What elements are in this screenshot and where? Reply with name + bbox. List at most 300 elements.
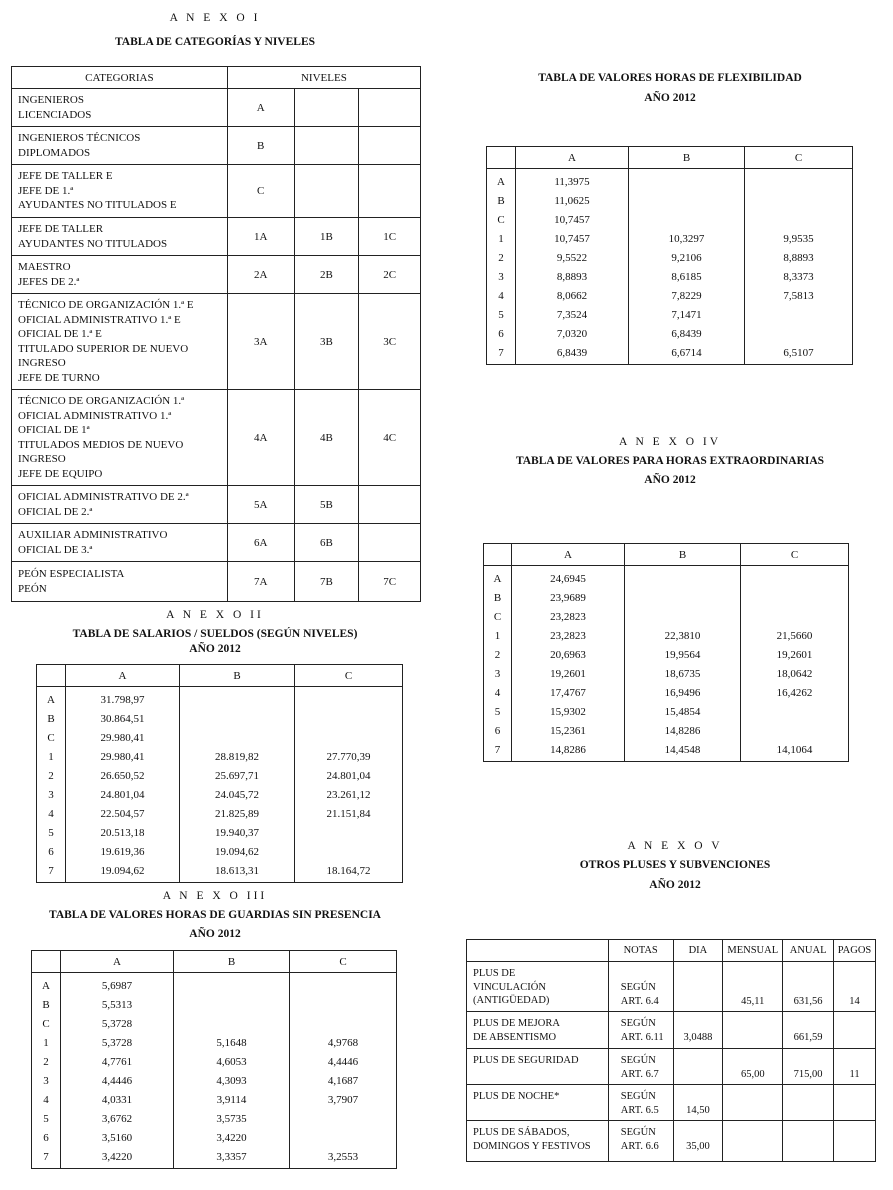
value-cell: 9,9535 <box>783 233 814 245</box>
value-cell <box>295 691 402 710</box>
bonus-row <box>467 1012 876 1049</box>
row-label: A <box>47 694 55 706</box>
category-row <box>12 89 421 127</box>
value-cell: 4,9768 <box>327 1037 359 1049</box>
value-cell: 10,7457 <box>554 214 590 226</box>
row-label: B <box>497 195 505 207</box>
value-cell <box>745 211 852 230</box>
bonus-notes <box>608 962 673 1012</box>
column-header: A <box>516 147 629 169</box>
value-cell: 10,3297 <box>668 233 705 245</box>
value-column-b <box>174 973 290 1169</box>
category-name-line: PEÓN ESPECIALISTA <box>18 568 125 580</box>
bonus-name-line: PLUS DE <box>473 968 516 979</box>
value-cell <box>625 608 740 627</box>
value-column-c <box>745 169 853 365</box>
level-cell: A <box>227 89 294 127</box>
value-cell: 5,3728 <box>101 1037 133 1049</box>
bonus-notes-line: ART. 6.6 <box>620 1140 659 1152</box>
bonus-row <box>467 1049 876 1085</box>
value-cell: 9,5522 <box>556 252 588 264</box>
bonus-name-line: DE ABSENTISMO <box>473 1031 557 1043</box>
value-cell <box>745 325 852 344</box>
value-cell: 10,7457 <box>554 233 590 245</box>
value-cell: 19.940,37 <box>215 827 259 839</box>
level-cell: 5A <box>227 486 294 524</box>
category-row <box>12 256 421 294</box>
category-name <box>12 256 228 294</box>
level-cell <box>294 165 359 218</box>
row-label: 6 <box>43 1132 49 1144</box>
annex1-label: A N E X O I <box>169 12 261 24</box>
row-label: 4 <box>43 1094 49 1106</box>
bonus-notes-line: ART. 6.4 <box>620 995 659 1007</box>
level-cell <box>294 127 359 165</box>
category-row <box>12 165 421 218</box>
bonus-name-line: (ANTIGÜEDAD) <box>473 995 550 1006</box>
value-cell: 25.697,71 <box>215 770 259 782</box>
value-cell <box>290 996 396 1015</box>
value-cell: 15,4854 <box>664 706 701 718</box>
row-label: 1 <box>43 1037 49 1049</box>
bonus-name <box>467 1049 609 1085</box>
level-cell: 6B <box>294 524 359 562</box>
bonus-anual <box>783 1085 834 1121</box>
category-name <box>12 89 228 127</box>
value-cell <box>290 1110 396 1129</box>
value-cell: 4,6053 <box>216 1056 247 1068</box>
value-column-c <box>741 566 849 762</box>
extra-hours-table <box>483 543 849 762</box>
guard-hours-table <box>31 950 397 1169</box>
value-cell <box>174 996 289 1015</box>
bonus-dia <box>673 1049 723 1085</box>
category-row <box>12 524 421 562</box>
value-cell <box>741 703 848 722</box>
value-cell: 19,2601 <box>776 649 813 661</box>
row-label: 2 <box>498 252 504 264</box>
column-header <box>32 951 61 973</box>
category-name-line: LICENCIADOS <box>18 108 92 121</box>
column-header <box>487 147 516 169</box>
value-cell: 20,6963 <box>550 649 586 661</box>
level-cell <box>359 524 421 562</box>
value-cell: 20.513,18 <box>100 827 145 839</box>
value-column-a <box>512 566 625 762</box>
value-cell: 28.819,82 <box>215 751 259 763</box>
category-name-line: JEFE DE TALLER <box>18 223 104 235</box>
category-name <box>12 127 228 165</box>
value-cell: 3,4220 <box>216 1132 247 1144</box>
level-cell: 1B <box>294 218 359 256</box>
value-cell: 8,6185 <box>671 271 702 283</box>
value-cell: 21.825,89 <box>215 808 259 820</box>
value-cell: 18,6735 <box>664 668 701 680</box>
value-cell <box>174 977 289 996</box>
bonus-mensual: 45,11 <box>723 962 783 1012</box>
row-label: 2 <box>43 1056 49 1068</box>
category-name-line: PEÓN <box>18 582 47 595</box>
category-name <box>12 486 228 524</box>
value-cell: 5,1648 <box>216 1037 247 1049</box>
bonus-pagos <box>834 1085 876 1121</box>
level-cell: 6A <box>227 524 294 562</box>
bonus-row <box>467 962 876 1012</box>
row-label: 4 <box>498 290 504 302</box>
bonus-anual <box>783 1121 834 1162</box>
level-cell: 5B <box>294 486 359 524</box>
bonus-pagos <box>834 1121 876 1162</box>
row-label: B <box>493 592 502 604</box>
row-label: A <box>42 980 50 992</box>
column-header: B <box>180 665 295 687</box>
category-name-line: OFICIAL ADMINISTRATIVO 1.ª <box>18 409 172 422</box>
level-cell: 1C <box>359 218 421 256</box>
value-column-c <box>295 687 403 883</box>
values-row <box>37 687 403 883</box>
row-label: 7 <box>48 865 54 877</box>
value-cell: 3,2553 <box>327 1151 359 1163</box>
value-column-c <box>290 973 397 1169</box>
category-name-line: TÉCNICO DE ORGANIZACIÓN 1.ª E <box>18 299 194 311</box>
annex2-year: AÑO 2012 <box>189 643 241 655</box>
value-cell: 4,4446 <box>327 1056 359 1068</box>
bonus-notes-line: SEGÚN <box>620 1055 656 1066</box>
bonus-name-line: PLUS DE MEJORA <box>473 1018 560 1029</box>
category-name-line: AYUDANTES NO TITULADOS <box>18 237 168 250</box>
value-cell: 16,9496 <box>664 687 701 699</box>
value-cell: 16,4262 <box>776 687 813 699</box>
bonus-row <box>467 1085 876 1121</box>
bonus-notes-line: SEGÚN <box>620 1091 656 1102</box>
flex-title: TABLA DE VALORES HORAS DE FLEXIBILIDAD <box>538 72 802 84</box>
category-name <box>12 562 228 602</box>
bonus-dia: 3,0488 <box>673 1012 723 1049</box>
value-cell <box>741 608 848 627</box>
value-cell: 5,6987 <box>101 980 133 992</box>
value-cell <box>629 192 744 211</box>
category-row <box>12 562 421 602</box>
bonus-notes-line: SEGÚN <box>620 982 656 993</box>
value-cell <box>745 306 852 325</box>
value-cell: 3,5160 <box>101 1132 133 1144</box>
category-row <box>12 127 421 165</box>
value-cell <box>174 1015 289 1034</box>
value-cell <box>290 1129 396 1148</box>
value-cell: 4,7761 <box>101 1056 133 1068</box>
level-cell: 7A <box>227 562 294 602</box>
bonus-pagos: 11 <box>834 1049 876 1085</box>
annex3-year: AÑO 2012 <box>189 928 241 940</box>
category-name-line: TITULADOS MEDIOS DE NUEVO <box>18 438 184 451</box>
value-cell: 21.151,84 <box>326 808 371 820</box>
bonus-anual: 631,56 <box>783 962 834 1012</box>
category-name-line: JEFE DE 1.ª <box>18 184 74 197</box>
category-name <box>12 165 228 218</box>
row-label: 1 <box>498 233 504 245</box>
value-cell: 15,2361 <box>550 725 586 737</box>
value-cell: 14,4548 <box>664 744 701 756</box>
value-cell: 22.504,57 <box>100 808 145 820</box>
category-name-line: INGENIEROS <box>18 94 84 106</box>
bonus-dia: 35,00 <box>673 1121 723 1162</box>
value-cell <box>629 173 744 192</box>
value-cell: 29.980,41 <box>100 751 145 763</box>
row-labels <box>484 566 512 762</box>
value-cell <box>745 192 852 211</box>
header-categorias: CATEGORIAS <box>12 67 228 89</box>
value-cell <box>290 1015 396 1034</box>
value-cell: 19.094,62 <box>100 865 145 877</box>
level-cell: 3B <box>294 294 359 390</box>
level-cell: 3A <box>227 294 294 390</box>
column-header: A <box>61 951 174 973</box>
value-cell: 11,3975 <box>554 176 590 188</box>
bonus-notes <box>608 1049 673 1085</box>
row-label: 1 <box>494 630 501 642</box>
level-cell: 3C <box>359 294 421 390</box>
value-cell: 19.619,36 <box>100 846 145 858</box>
level-cell: 4A <box>227 390 294 486</box>
row-label: 5 <box>48 827 54 839</box>
value-cell: 7,1471 <box>671 309 702 321</box>
value-cell <box>295 824 402 843</box>
value-cell: 6,8439 <box>556 347 588 359</box>
value-cell: 7,3524 <box>556 309 588 321</box>
value-cell <box>625 570 740 589</box>
category-name <box>12 218 228 256</box>
values-row <box>32 973 397 1169</box>
header-row <box>484 544 849 566</box>
value-cell: 3,7907 <box>327 1094 359 1106</box>
bonus-name-line: PLUS DE NOCHE* <box>473 1091 560 1102</box>
value-cell: 7,5813 <box>783 290 814 302</box>
column-header <box>484 544 512 566</box>
category-name <box>12 524 228 562</box>
category-name-line: JEFE DE EQUIPO <box>18 467 103 480</box>
category-name-line: JEFE DE TURNO <box>18 371 100 384</box>
level-cell: 7B <box>294 562 359 602</box>
level-cell: 4C <box>359 390 421 486</box>
value-cell <box>629 211 744 230</box>
value-cell: 8,8893 <box>556 271 588 283</box>
value-cell: 19,2601 <box>550 668 586 680</box>
category-name-line: MAESTRO <box>18 261 71 273</box>
value-cell: 21,5660 <box>776 630 813 642</box>
annex4-label: A N E X O IV <box>618 436 722 448</box>
category-name-line: OFICIAL ADMINISTRATIVO 1.ª E <box>18 313 181 326</box>
value-cell: 22,3810 <box>664 630 701 642</box>
category-name-line: JEFES DE 2.ª <box>18 275 80 288</box>
value-cell: 30.864,51 <box>100 713 145 725</box>
value-cell: 14,8286 <box>550 744 586 756</box>
bonus-notes-line: SEGÚN <box>620 1018 656 1029</box>
value-cell: 5,5313 <box>101 999 133 1011</box>
row-label: 4 <box>48 808 54 820</box>
annex5-title: OTROS PLUSES Y SUBVENCIONES <box>579 859 771 871</box>
value-cell: 26.650,52 <box>100 770 145 782</box>
value-cell: 4,4446 <box>101 1075 133 1087</box>
category-name-line: DIPLOMADOS <box>18 146 91 159</box>
bonus-name-line: DOMINGOS Y FESTIVOS <box>473 1140 591 1152</box>
annex4-year: AÑO 2012 <box>644 474 696 486</box>
value-cell: 6,5107 <box>783 347 814 359</box>
category-name-line: INGRESO <box>18 357 66 369</box>
annex2-title: TABLA DE SALARIOS / SUELDOS (SEGÚN NIVELES) <box>72 628 358 640</box>
value-column-b <box>629 169 745 365</box>
bonus-dia <box>673 962 723 1012</box>
annex2-label: A N E X O II <box>166 609 264 621</box>
annex5-label: A N E X O V <box>627 840 723 852</box>
level-cell <box>359 127 421 165</box>
bonus-row <box>467 1121 876 1162</box>
row-label: C <box>42 1018 50 1030</box>
value-cell <box>290 977 396 996</box>
value-cell <box>295 710 402 729</box>
bonus-mensual <box>723 1121 783 1162</box>
row-label: 6 <box>494 725 501 737</box>
value-cell: 7,8229 <box>671 290 702 302</box>
flex-year: AÑO 2012 <box>644 92 696 104</box>
bonus-name-line: PLUS DE SEGURIDAD <box>473 1055 579 1066</box>
value-cell: 19,9564 <box>664 649 701 661</box>
column-header: C <box>741 544 849 566</box>
value-cell: 3,6762 <box>101 1113 133 1125</box>
bonus-notes-line: SEGÚN <box>620 1127 656 1138</box>
category-name-line: TÉCNICO DE ORGANIZACIÓN 1.ª <box>18 395 185 407</box>
bonus-mensual <box>723 1012 783 1049</box>
category-name-line: INGRESO <box>18 453 66 465</box>
value-cell: 24.801,04 <box>326 770 371 782</box>
bonus-name-line: PLUS DE SÁBADOS, <box>473 1127 570 1138</box>
value-cell <box>741 589 848 608</box>
row-label: 6 <box>48 846 54 858</box>
row-label: 7 <box>494 744 501 756</box>
value-cell: 4,3093 <box>216 1075 247 1087</box>
column-header <box>467 940 609 962</box>
category-row <box>12 390 421 486</box>
level-cell: 7C <box>359 562 421 602</box>
row-label: A <box>497 176 505 188</box>
column-header: MENSUAL <box>723 940 783 962</box>
value-cell <box>180 710 294 729</box>
value-cell: 23.261,12 <box>326 789 371 801</box>
value-column-b <box>180 687 295 883</box>
row-label: 6 <box>498 328 504 340</box>
bonus-anual: 715,00 <box>783 1049 834 1085</box>
category-row <box>12 486 421 524</box>
row-label: 5 <box>43 1113 49 1125</box>
row-label: 1 <box>48 751 54 763</box>
column-header: B <box>625 544 741 566</box>
values-row <box>487 169 853 365</box>
value-cell: 24.801,04 <box>100 789 145 801</box>
value-cell <box>295 729 402 748</box>
category-name-line: OFICIAL DE 3.ª <box>18 543 93 556</box>
bonus-pagos: 14 <box>834 962 876 1012</box>
level-cell: 4B <box>294 390 359 486</box>
level-cell: B <box>227 127 294 165</box>
bonus-name <box>467 1085 609 1121</box>
value-column-a <box>516 169 629 365</box>
bonus-mensual: 65,00 <box>723 1049 783 1085</box>
column-header: B <box>629 147 745 169</box>
level-cell <box>359 165 421 218</box>
value-cell: 23,2823 <box>550 611 586 623</box>
row-label: B <box>42 999 50 1011</box>
level-cell <box>359 486 421 524</box>
header-row <box>487 147 853 169</box>
category-row <box>12 218 421 256</box>
bonus-name <box>467 1012 609 1049</box>
value-cell: 3,4220 <box>101 1151 133 1163</box>
bonus-dia: 14,50 <box>673 1085 723 1121</box>
category-name-line: OFICIAL DE 1ª <box>18 424 90 436</box>
column-header: C <box>295 665 403 687</box>
value-cell: 23,2823 <box>550 630 586 642</box>
value-column-a <box>61 973 174 1169</box>
value-cell: 31.798,97 <box>100 694 145 706</box>
level-cell: 2B <box>294 256 359 294</box>
value-cell: 18.613,31 <box>215 865 259 877</box>
value-cell: 7,0320 <box>556 328 588 340</box>
value-cell: 24,6945 <box>550 573 586 585</box>
row-label: B <box>47 713 55 725</box>
value-column-a <box>66 687 180 883</box>
value-cell <box>180 691 294 710</box>
value-cell: 6,6714 <box>671 347 702 359</box>
row-label: 2 <box>48 770 54 782</box>
column-header: ANUAL <box>783 940 834 962</box>
value-column-b <box>625 566 741 762</box>
bonus-notes <box>608 1012 673 1049</box>
category-row <box>12 294 421 390</box>
header-row <box>37 665 403 687</box>
value-cell: 19.094,62 <box>215 846 259 858</box>
row-label: 3 <box>43 1075 49 1087</box>
value-cell: 3,5735 <box>216 1113 247 1125</box>
row-label: 5 <box>494 706 501 718</box>
bonus-notes <box>608 1121 673 1162</box>
bonus-notes-line: ART. 6.5 <box>620 1104 659 1116</box>
row-label: C <box>497 214 505 226</box>
level-cell: 1A <box>227 218 294 256</box>
category-name-line: OFICIAL DE 1.ª E <box>18 328 102 340</box>
value-cell: 4,0331 <box>101 1094 133 1106</box>
column-header: DIA <box>673 940 723 962</box>
column-header: A <box>512 544 625 566</box>
category-name-line: JEFE DE TALLER E <box>18 170 113 183</box>
row-label: 3 <box>498 271 504 283</box>
bonus-notes-line: ART. 6.7 <box>620 1068 659 1080</box>
level-cell: C <box>227 165 294 218</box>
value-cell: 15,9302 <box>550 706 586 718</box>
value-cell: 14,1064 <box>776 744 813 756</box>
value-cell: 24.045,72 <box>215 789 259 801</box>
bonus-name <box>467 1121 609 1162</box>
row-label: C <box>493 611 502 623</box>
bonus-pagos <box>834 1012 876 1049</box>
annex5-year: AÑO 2012 <box>649 879 701 891</box>
bonus-notes <box>608 1085 673 1121</box>
value-cell: 4,1687 <box>327 1075 359 1087</box>
header-row <box>32 951 397 973</box>
category-name-line: OFICIAL DE 2.ª <box>18 505 93 518</box>
categories-table <box>11 66 421 602</box>
row-label: 7 <box>43 1151 49 1163</box>
annex1-title: TABLA DE CATEGORÍAS Y NIVELES <box>114 36 316 48</box>
bonuses-table <box>466 939 876 1162</box>
